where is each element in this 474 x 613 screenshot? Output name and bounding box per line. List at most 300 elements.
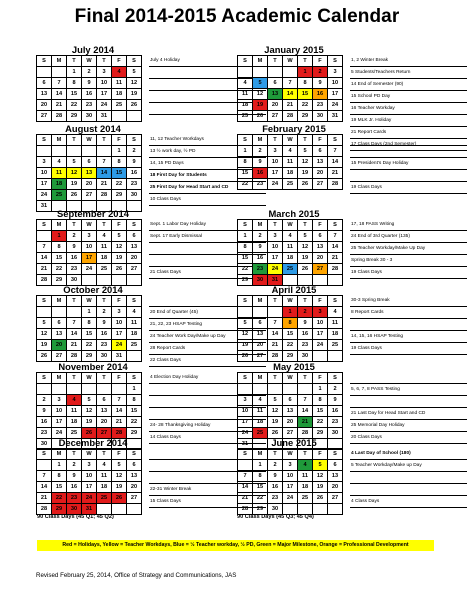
day-cell	[238, 384, 253, 395]
month-note: 22 Class Days	[149, 355, 266, 367]
week-row	[238, 406, 343, 417]
month-title: August 2014	[65, 123, 121, 134]
month-note: 25 Teacher Workday/Make Up Day	[350, 243, 467, 255]
day-cell: 18	[328, 329, 343, 340]
week-row	[37, 307, 142, 318]
day-cell: 25	[238, 111, 253, 122]
month-note	[350, 472, 467, 484]
day-cell: 15	[52, 482, 67, 493]
day-cell: 6	[127, 231, 142, 242]
day-cell	[37, 384, 52, 395]
day-cell: 20	[52, 340, 67, 351]
day-cell: 3	[313, 307, 328, 318]
weekday-header: W	[82, 56, 97, 67]
week-row	[238, 89, 343, 100]
day-cell: 9	[67, 242, 82, 253]
weekday-header: W	[283, 135, 298, 146]
day-cell: 20	[82, 179, 97, 190]
week-row	[238, 67, 343, 78]
day-cell: 12	[313, 471, 328, 482]
month-note: 5 Teacher Workday/Make up Day	[350, 460, 467, 472]
day-cell: 23	[253, 179, 268, 190]
day-cell: 31	[238, 439, 253, 450]
day-cell: 25	[283, 179, 298, 190]
day-cell: 8	[238, 157, 253, 168]
day-cell: 8	[313, 395, 328, 406]
week-row	[37, 89, 142, 100]
day-cell: 11	[97, 471, 112, 482]
day-cell	[112, 504, 127, 515]
week-row	[37, 384, 142, 395]
day-cell: 17	[268, 168, 283, 179]
weekday-header: W	[283, 373, 298, 384]
day-cell: 23	[127, 179, 142, 190]
month-note: 4 Class Days	[350, 496, 467, 508]
day-cell	[298, 384, 313, 395]
month-block	[36, 44, 266, 119]
day-cell: 20	[268, 100, 283, 111]
weekday-header: F	[112, 296, 127, 307]
day-cell: 18	[97, 482, 112, 493]
day-cell: 1	[112, 146, 127, 157]
day-cell: 1	[238, 231, 253, 242]
weekday-header-row	[37, 373, 142, 384]
day-cell: 9	[268, 471, 283, 482]
day-cell: 30	[97, 351, 112, 362]
page-title: Final 2014-2015 Academic Calendar	[74, 6, 400, 27]
month-block	[237, 284, 467, 359]
month-note: 19 Class Days	[350, 343, 467, 355]
week-row	[37, 264, 142, 275]
day-cell: 30	[253, 275, 268, 286]
day-cell: 9	[67, 471, 82, 482]
day-cell: 19	[268, 417, 283, 428]
weekday-header: S	[37, 56, 52, 67]
day-cell: 2	[67, 460, 82, 471]
day-cell: 10	[37, 168, 52, 179]
day-cell: 8	[253, 471, 268, 482]
day-cell	[112, 111, 127, 122]
month-title: March 2015	[268, 208, 320, 219]
day-cell: 26	[112, 493, 127, 504]
day-cell: 8	[298, 78, 313, 89]
month-note: 15 Class Days	[149, 496, 266, 508]
day-cell: 10	[238, 406, 253, 417]
day-cell: 10	[82, 471, 97, 482]
week-row	[238, 460, 343, 471]
month-note	[350, 146, 467, 158]
weekday-header: S	[238, 296, 253, 307]
weekday-header: T	[67, 220, 82, 231]
weekday-header: T	[67, 56, 82, 67]
day-cell: 16	[328, 406, 343, 417]
month-title: September 2014	[57, 208, 129, 219]
weekday-header: W	[82, 220, 97, 231]
month-note: Spring Break 30 - 3	[350, 255, 467, 267]
day-cell	[37, 67, 52, 78]
day-cell: 2	[313, 67, 328, 78]
day-cell: 28	[328, 264, 343, 275]
day-cell: 19	[253, 100, 268, 111]
week-row	[238, 231, 343, 242]
day-cell: 25	[283, 264, 298, 275]
weekday-header-row	[238, 449, 343, 460]
weekday-header: M	[253, 296, 268, 307]
week-row	[37, 329, 142, 340]
day-cell: 9	[253, 242, 268, 253]
month-note: 19 Class Days	[350, 267, 467, 279]
day-cell: 11	[238, 89, 253, 100]
day-cell: 20	[328, 482, 343, 493]
day-cell: 21	[283, 100, 298, 111]
weekday-header-row	[238, 220, 343, 231]
month-calendar-table	[36, 295, 142, 362]
day-cell: 14	[238, 482, 253, 493]
day-cell	[67, 146, 82, 157]
day-cell: 7	[37, 471, 52, 482]
weekday-header: F	[313, 220, 328, 231]
day-cell	[253, 307, 268, 318]
day-cell: 21	[112, 417, 127, 428]
day-cell: 25	[97, 493, 112, 504]
day-cell: 24	[238, 428, 253, 439]
day-cell: 23	[67, 264, 82, 275]
weekday-header: T	[268, 296, 283, 307]
day-cell: 9	[97, 318, 112, 329]
day-cell: 12	[37, 329, 52, 340]
day-cell: 29	[253, 504, 268, 515]
day-cell: 27	[127, 264, 142, 275]
day-cell: 9	[298, 318, 313, 329]
day-cell: 6	[313, 231, 328, 242]
day-cell	[328, 504, 343, 515]
day-cell: 3	[283, 460, 298, 471]
day-cell: 1	[67, 67, 82, 78]
month-note: 24 End of 3rd Quarter (135)	[350, 231, 467, 243]
day-cell: 9	[313, 78, 328, 89]
day-cell: 20	[283, 417, 298, 428]
weekday-header: S	[238, 56, 253, 67]
weekday-header: S	[127, 56, 142, 67]
month-calendar-table	[36, 134, 142, 212]
week-row	[238, 395, 343, 406]
day-cell: 18	[253, 417, 268, 428]
day-cell: 13	[97, 406, 112, 417]
weekday-header: W	[283, 449, 298, 460]
day-cell: 12	[298, 157, 313, 168]
day-cell: 4	[112, 67, 127, 78]
weekday-header: M	[253, 449, 268, 460]
day-cell: 27	[82, 190, 97, 201]
month-note: 4 Election Day Holiday	[149, 372, 266, 384]
day-cell: 30	[268, 504, 283, 515]
day-cell: 5	[127, 67, 142, 78]
day-cell: 23	[298, 340, 313, 351]
day-cell: 28	[67, 351, 82, 362]
day-cell: 22	[52, 264, 67, 275]
day-cell: 4	[127, 307, 142, 318]
day-cell: 6	[313, 146, 328, 157]
weekday-header: T	[298, 373, 313, 384]
day-cell: 14	[52, 89, 67, 100]
weekday-header: T	[67, 449, 82, 460]
month-title: October 2014	[63, 284, 123, 295]
day-cell: 20	[37, 100, 52, 111]
day-cell: 27	[97, 428, 112, 439]
week-row	[238, 471, 343, 482]
day-cell: 23	[82, 100, 97, 111]
day-cell: 8	[82, 318, 97, 329]
day-cell: 15	[238, 168, 253, 179]
day-cell: 15	[298, 89, 313, 100]
day-cell: 26	[253, 111, 268, 122]
day-cell: 10	[328, 78, 343, 89]
month-note: 30-3 Spring Break	[350, 295, 467, 307]
weekday-header: S	[37, 296, 52, 307]
weekday-header: T	[268, 373, 283, 384]
weekday-header: T	[268, 135, 283, 146]
week-row	[37, 340, 142, 351]
day-cell: 16	[253, 168, 268, 179]
day-cell: 30	[328, 428, 343, 439]
day-cell	[313, 504, 328, 515]
day-cell: 25	[253, 428, 268, 439]
day-cell: 16	[127, 168, 142, 179]
day-cell: 4	[67, 395, 82, 406]
day-cell: 4	[238, 78, 253, 89]
day-cell: 3	[37, 157, 52, 168]
month-note: 18 First Day for Students	[149, 170, 266, 182]
weekday-header: M	[52, 296, 67, 307]
day-cell: 10	[112, 318, 127, 329]
day-cell	[52, 146, 67, 157]
day-cell: 19	[298, 253, 313, 264]
week-row	[37, 493, 142, 504]
week-row	[37, 146, 142, 157]
day-cell: 27	[283, 428, 298, 439]
day-cell: 29	[298, 111, 313, 122]
day-cell: 22	[112, 179, 127, 190]
month-note: 17 Class Days (2nd Semester)	[350, 139, 467, 151]
week-row	[37, 253, 142, 264]
day-cell: 6	[127, 460, 142, 471]
month-note: 13 ½ work day, ½ PD	[149, 146, 266, 158]
day-cell: 17	[283, 482, 298, 493]
weekday-header: M	[52, 135, 67, 146]
week-row	[37, 168, 142, 179]
weekday-header: T	[97, 56, 112, 67]
day-cell: 14	[328, 242, 343, 253]
day-cell: 15	[82, 329, 97, 340]
week-row	[37, 179, 142, 190]
month-note	[350, 372, 467, 384]
day-cell: 23	[268, 493, 283, 504]
day-cell	[313, 351, 328, 362]
day-cell: 24	[268, 264, 283, 275]
weekday-header-row	[37, 135, 142, 146]
day-cell: 17	[238, 417, 253, 428]
day-cell	[37, 307, 52, 318]
day-cell: 17	[268, 253, 283, 264]
day-cell: 16	[82, 89, 97, 100]
month-note: 25 First Day for Head Start and CD	[149, 182, 266, 194]
weekday-header: T	[67, 373, 82, 384]
day-cell: 4	[298, 460, 313, 471]
day-cell: 3	[238, 395, 253, 406]
month-calendar-table	[36, 448, 142, 515]
month-note: Sept. 17 Early Dismissal	[149, 231, 266, 243]
month-block	[36, 284, 266, 363]
day-cell: 11	[127, 318, 142, 329]
day-cell	[283, 67, 298, 78]
day-cell: 11	[283, 242, 298, 253]
day-cell: 19	[127, 89, 142, 100]
day-cell: 24	[313, 340, 328, 351]
day-cell: 17	[112, 329, 127, 340]
weekday-header-row	[238, 373, 343, 384]
day-cell: 25	[127, 340, 142, 351]
day-cell: 17	[82, 253, 97, 264]
day-cell: 12	[112, 471, 127, 482]
weekday-header: T	[97, 220, 112, 231]
month-note: 14, 15, 16 HSAP Testing	[350, 331, 467, 343]
day-cell: 6	[328, 460, 343, 471]
day-cell: 3	[97, 67, 112, 78]
weekday-header: T	[298, 220, 313, 231]
day-cell: 1	[313, 384, 328, 395]
day-cell: 30	[298, 351, 313, 362]
day-cell: 26	[298, 179, 313, 190]
weekday-header: S	[238, 220, 253, 231]
month-calendar-table	[237, 219, 343, 286]
day-cell	[52, 67, 67, 78]
day-cell: 24	[328, 100, 343, 111]
day-cell: 24	[268, 179, 283, 190]
day-cell: 2	[253, 146, 268, 157]
day-cell: 10	[82, 242, 97, 253]
week-row	[238, 384, 343, 395]
day-cell	[238, 307, 253, 318]
day-cell: 3	[82, 231, 97, 242]
day-cell: 8	[52, 471, 67, 482]
month-note	[350, 170, 467, 182]
day-cell: 1	[52, 460, 67, 471]
day-cell: 31	[112, 351, 127, 362]
day-cell: 19	[67, 179, 82, 190]
day-cell: 30	[127, 190, 142, 201]
day-cell: 2	[253, 231, 268, 242]
month-title: July 2014	[71, 44, 115, 55]
month-title: May 2015	[273, 361, 315, 372]
day-cell: 15	[112, 168, 127, 179]
weekday-header: F	[112, 220, 127, 231]
day-cell: 13	[268, 89, 283, 100]
day-cell: 16	[268, 482, 283, 493]
day-cell: 23	[67, 493, 82, 504]
weekday-header: M	[253, 220, 268, 231]
day-cell: 27	[37, 111, 52, 122]
day-cell: 14	[328, 157, 343, 168]
week-row	[238, 264, 343, 275]
weekday-header: S	[127, 135, 142, 146]
day-cell: 12	[298, 242, 313, 253]
week-row	[238, 417, 343, 428]
week-row	[238, 157, 343, 168]
day-cell: 21	[298, 417, 313, 428]
month-block	[36, 208, 266, 283]
week-row	[37, 67, 142, 78]
weekday-header: T	[268, 449, 283, 460]
month-note	[350, 319, 467, 331]
weekday-header: W	[283, 56, 298, 67]
day-cell: 16	[97, 329, 112, 340]
weekday-header: S	[37, 220, 52, 231]
weekday-header-row	[37, 449, 142, 460]
day-cell: 4	[253, 395, 268, 406]
day-cell	[127, 351, 142, 362]
weekday-header: S	[127, 449, 142, 460]
day-cell: 19	[82, 417, 97, 428]
weekday-header: S	[328, 373, 343, 384]
week-row	[37, 471, 142, 482]
month-calendar-table	[237, 448, 343, 515]
month-block	[36, 437, 266, 512]
day-cell: 25	[298, 493, 313, 504]
day-cell: 25	[328, 340, 343, 351]
week-row	[238, 351, 343, 362]
day-cell: 12	[253, 89, 268, 100]
day-cell: 31	[97, 111, 112, 122]
day-cell: 5	[268, 395, 283, 406]
day-cell: 31	[82, 504, 97, 515]
day-cell: 31	[328, 111, 343, 122]
month-note: 4 Last Day of School (180)	[350, 448, 467, 460]
weekday-header: W	[82, 449, 97, 460]
day-cell: 14	[97, 168, 112, 179]
day-cell: 5	[67, 157, 82, 168]
month-note: 15 President's Day Holiday	[350, 158, 467, 170]
month-title: June 2015	[271, 437, 317, 448]
day-cell: 21	[238, 493, 253, 504]
month-calendar-table	[237, 295, 343, 362]
day-cell: 12	[67, 168, 82, 179]
day-cell: 6	[283, 395, 298, 406]
day-cell	[67, 307, 82, 318]
day-cell: 5	[112, 231, 127, 242]
weekday-header: T	[268, 220, 283, 231]
day-cell	[97, 504, 112, 515]
day-cell: 22	[52, 493, 67, 504]
month-calendar-table	[36, 219, 142, 286]
day-cell: 11	[97, 242, 112, 253]
weekday-header: T	[298, 449, 313, 460]
day-cell: 12	[112, 242, 127, 253]
month-note: 8 Report Cards	[350, 307, 467, 319]
day-cell: 3	[112, 307, 127, 318]
day-cell: 1	[52, 231, 67, 242]
month-block	[36, 123, 266, 209]
day-cell: 7	[268, 318, 283, 329]
day-cell: 8	[112, 157, 127, 168]
month-note: 21 Last Day for Head Start and CD	[350, 408, 467, 420]
day-cell: 10	[52, 406, 67, 417]
day-cell: 29	[67, 111, 82, 122]
day-cell: 26	[112, 264, 127, 275]
weekday-header: W	[283, 296, 298, 307]
day-cell: 12	[238, 329, 253, 340]
day-cell: 22	[238, 179, 253, 190]
month-note: July 4 Holiday	[149, 55, 266, 67]
